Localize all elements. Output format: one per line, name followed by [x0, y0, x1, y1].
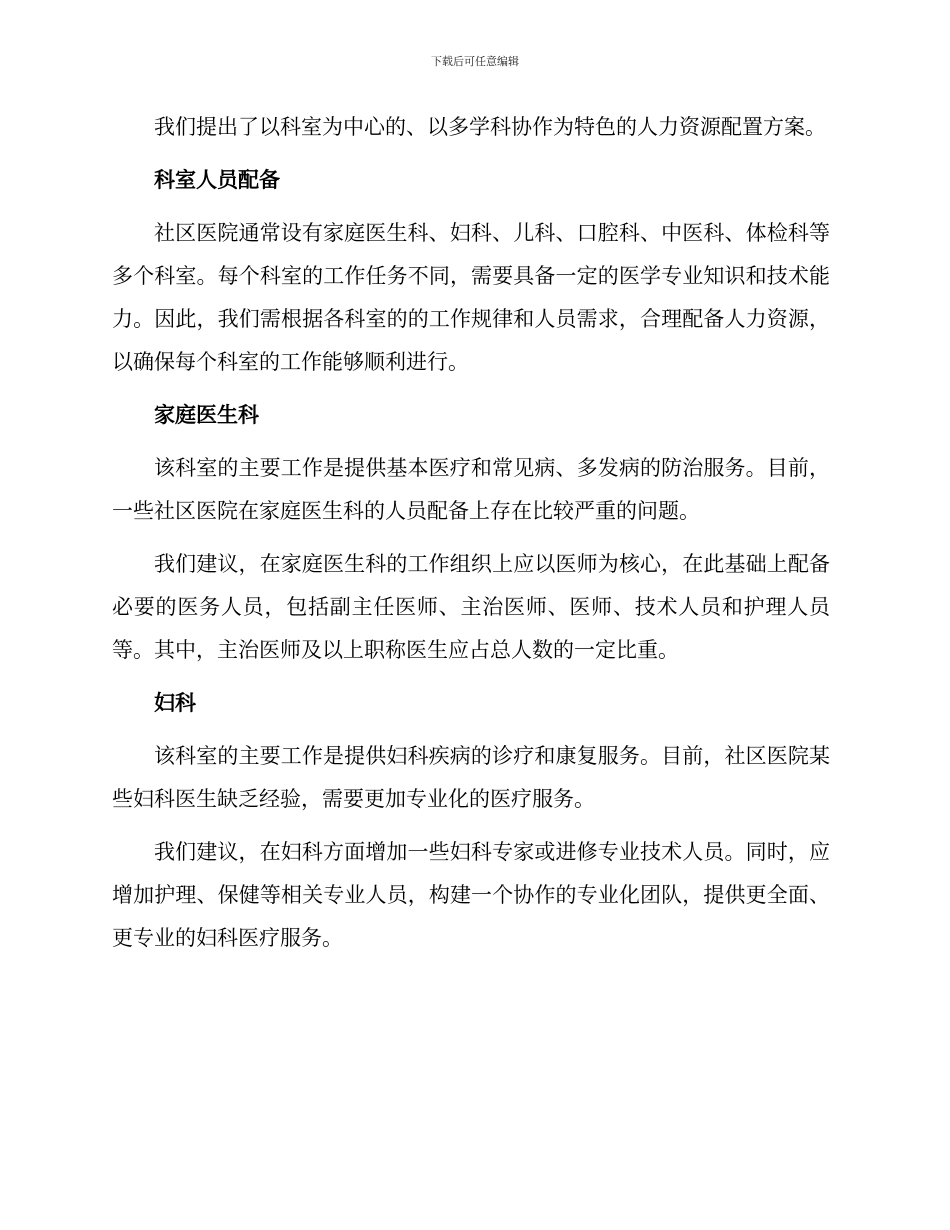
paragraph-gynecology-suggestion: 我们建议，在妇科方面增加一些妇科专家或进修专业技术人员。同时，应增加护理、保健等相关专业人员，构建一个协作的专业化团队，提供更全面、更专业的妇科医疗服务。	[112, 840, 830, 950]
paragraph-family-medicine-suggestion: 我们建议，在家庭医生科的工作组织上应以医师为核心，在此基础上配备必要的医务人员，包括副主任医师、主治医师、医师、技术人员和护理人员等。其中，主治医师及以上职称医生应占总人数的一定比重。	[112, 552, 830, 662]
paragraph-intro: 我们提出了以科室为中心的、以多学科协作为特色的人力资源配置方案。	[154, 115, 826, 139]
page-header: 下载后可任意编辑	[431, 55, 519, 68]
paragraph-gynecology-overview: 该科室的主要工作是提供妇科疾病的诊疗和康复服务。目前，社区医院某些妇科医生缺乏经验，需要更加专业化的医疗服务。	[112, 744, 830, 811]
section-heading-family-medicine: 家庭医生科	[154, 403, 259, 427]
paragraph-family-medicine-overview: 该科室的主要工作是提供基本医疗和常见病、多发病的防治服务。目前，一些社区医院在家庭医生科的人员配备上存在比较严重的问题。	[112, 456, 830, 523]
document-body	[112, 106, 830, 970]
section-heading-gynecology: 妇科	[154, 691, 196, 715]
section-heading-staffing: 科室人员配备	[154, 168, 280, 192]
paragraph-staffing: 社区医院通常设有家庭医生科、妇科、儿科、口腔科、中医科、体检科等多个科室。每个科室的工作任务不同，需要具备一定的医学专业知识和技术能力。因此，我们需根据各科室的的工作规律和人员需求，合理配备人力资源，以确保每个科室的工作能够顺利进行。	[112, 221, 830, 374]
